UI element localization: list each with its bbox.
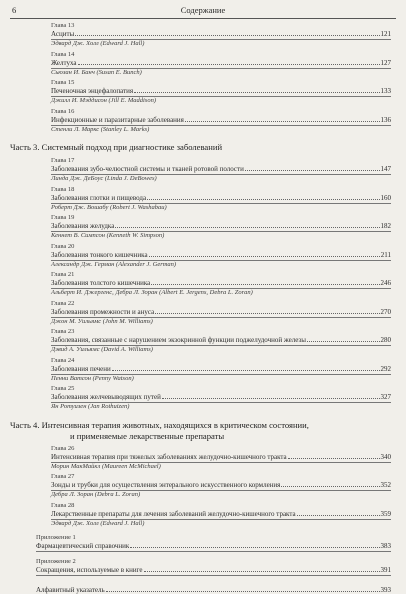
entry-rule (36, 575, 391, 576)
dot-leader (162, 398, 380, 399)
chapter-label: Глава 24 (51, 356, 75, 364)
toc-entry (51, 308, 391, 316)
entry-title: Заболевания, связанные с нарушением экзокринной функции поджелудочной железы (51, 336, 306, 344)
chapter-label: Глава 16 (51, 107, 75, 115)
entry-title: Инфекционные и паразитарные заболевания (51, 115, 184, 124)
dot-leader (281, 486, 379, 487)
entry-title: Печеночная энцефалопатия (51, 87, 134, 95)
toc-entry (51, 393, 391, 401)
dot-leader (112, 370, 380, 371)
chapter-label: Глава 18 (51, 185, 75, 193)
part-heading: Часть 4. Интенсивная терапия животных, находящихся в критическом состоянии, (10, 419, 309, 430)
chapter-label: Глава 15 (51, 79, 75, 86)
dot-leader (106, 591, 380, 592)
dot-leader (288, 458, 380, 459)
toc-entry (36, 586, 391, 594)
chapter-label: Глава 20 (51, 242, 75, 250)
dot-leader (130, 547, 379, 548)
toc-entry (51, 194, 391, 202)
entry-title: Заболевания желудка (51, 222, 115, 230)
chapter-author: Альберт И. Джергенс, Дебра Л. Зоран (Albert E. Jergens, Debra L. Zoran) (51, 289, 253, 296)
dot-leader (151, 284, 379, 285)
chapter-author: Эдвард Дж. Холл (Edward J. Hall) (51, 40, 145, 47)
dot-leader (144, 571, 380, 572)
chapter-label: Глава 28 (51, 501, 75, 509)
chapter-author: Морин МакМайкл (Maureen McMichael) (51, 462, 161, 470)
entry-page: 393 (380, 586, 391, 594)
chapter-author: Ян Ротуизен (Jan Rothuizen) (51, 403, 130, 410)
entry-title: Лекарственные препараты для лечения заболеваний желудочно-кишечного тракта (51, 509, 296, 518)
dot-leader (297, 515, 380, 516)
dot-leader (134, 92, 379, 93)
entry-rule (36, 551, 391, 552)
chapter-author: Александр Дж. Герман (Alexander J. German) (51, 260, 177, 268)
toc-entry (51, 165, 391, 173)
entry-title: Зонды и трубки для осуществления энтерального искусственного кормления (51, 481, 281, 489)
dot-leader (78, 64, 380, 65)
entry-title: Заболевания промежности и ануса (51, 307, 155, 316)
toc-entry (51, 510, 391, 518)
toc-entry (51, 116, 391, 124)
entry-page: 246 (380, 279, 391, 287)
toc-entry (36, 542, 391, 550)
dot-leader (115, 227, 379, 228)
entry-title: Фармацевтический справочник (36, 542, 130, 550)
entry-page: 352 (380, 481, 391, 489)
chapter-label: Глава 17 (51, 157, 75, 164)
chapter-author: Эдвард Дж. Холл (Edward J. Hall) (51, 519, 145, 527)
dot-leader (307, 341, 380, 342)
chapter-label: Глава 14 (51, 50, 75, 58)
entry-page: 160 (380, 193, 391, 202)
entry-title: Заболевания толстого кишечника (51, 279, 151, 287)
running-header (10, 4, 396, 19)
entry-page: 292 (380, 364, 391, 373)
toc-entry (51, 481, 391, 489)
toc-entry (51, 365, 391, 373)
entry-page: 121 (380, 30, 391, 38)
chapter-author: Сьюзан И. Банч (Susan E. Bunch) (51, 68, 142, 76)
dot-leader (245, 170, 380, 171)
entry-page: 359 (380, 509, 391, 518)
entry-title: Сокращения, используемые в книге (36, 566, 143, 574)
entry-page: 340 (380, 452, 391, 461)
page-number: 6 (12, 5, 17, 15)
toc-entry (51, 30, 391, 38)
entry-page: 270 (380, 307, 391, 316)
entry-page: 133 (380, 87, 391, 95)
toc-entry (51, 87, 391, 95)
chapter-author: Линда Дж. ДеБоус (Linda J. DeBowes) (51, 175, 157, 182)
running-title: Содержание (180, 5, 226, 15)
chapter-label: Глава 21 (51, 271, 75, 278)
entry-title: Заболевания зубо-челюстной системы и тканей ротовой полости (51, 165, 244, 173)
entry-page: 327 (380, 393, 391, 401)
chapter-label: Глава 26 (51, 444, 75, 452)
chapter-author: Дебра Л. Зоран (Debra L. Zoran) (51, 491, 141, 498)
entry-page: 127 (380, 58, 391, 67)
chapter-author: Джилл И. Мэддисон (Jill E. Maddison) (51, 97, 156, 104)
chapter-label: Глава 22 (51, 299, 75, 307)
toc-entry (36, 566, 391, 574)
chapter-label: Глава 23 (51, 328, 75, 335)
entry-title: Асциты (51, 30, 75, 38)
entry-title: Заболевания глотки и пищевода (51, 193, 147, 202)
dot-leader (147, 199, 379, 200)
entry-title: Заболевания тонкого кишечника (51, 250, 148, 259)
entry-title: Алфавитный указатель (36, 586, 105, 594)
entry-page: 391 (380, 566, 391, 574)
entry-title: Желтуха (51, 58, 77, 67)
chapter-author: Дэвид А. Уильямс (David A. Williams) (51, 346, 153, 353)
toc-entry (51, 453, 391, 461)
entry-page: 182 (380, 222, 391, 230)
toc-entry (51, 222, 391, 230)
entry-title: Заболевания желчевыводящих путей (51, 393, 161, 401)
chapter-author: Пенни Ватсон (Penny Watson) (51, 374, 134, 382)
dot-leader (75, 35, 379, 36)
chapter-label: Глава 27 (51, 473, 75, 480)
entry-page: 211 (380, 250, 391, 259)
entry-title: Интенсивная терапия при тяжелых заболеваниях желудочно-кишечного тракта (51, 452, 287, 461)
chapter-author: Джон М. Уильямс (John M. Williams) (51, 317, 153, 325)
appendix-label: Приложение 2 (36, 558, 76, 565)
dot-leader (149, 256, 380, 257)
appendix-label: Приложение 1 (36, 534, 76, 541)
chapter-label: Глава 13 (51, 22, 75, 29)
entry-page: 147 (380, 165, 391, 173)
toc-entry (51, 336, 391, 344)
chapter-label: Глава 25 (51, 385, 75, 392)
part-heading: Часть 3. Системный подход при диагностике заболеваний (10, 142, 223, 152)
toc-entry (51, 279, 391, 287)
toc-entry (51, 59, 391, 67)
dot-leader (155, 313, 379, 314)
toc-entry (51, 251, 391, 259)
entry-title: Заболевания печени (51, 364, 111, 373)
chapter-label: Глава 19 (51, 214, 75, 221)
chapter-author: Стенли Л. Маркс (Stanley L. Marks) (51, 125, 150, 133)
entry-page: 383 (380, 542, 391, 550)
dot-leader (185, 121, 380, 122)
entry-page: 136 (380, 115, 391, 124)
part-heading-cont: и применяемые лекарственные препараты (70, 430, 225, 441)
chapter-author: Кеннет В. Симпсон (Kenneth W. Simpson) (51, 232, 165, 239)
chapter-author: Роберт Дж. Вошабу (Robert J. Washabau) (51, 203, 167, 211)
entry-page: 280 (380, 336, 391, 344)
